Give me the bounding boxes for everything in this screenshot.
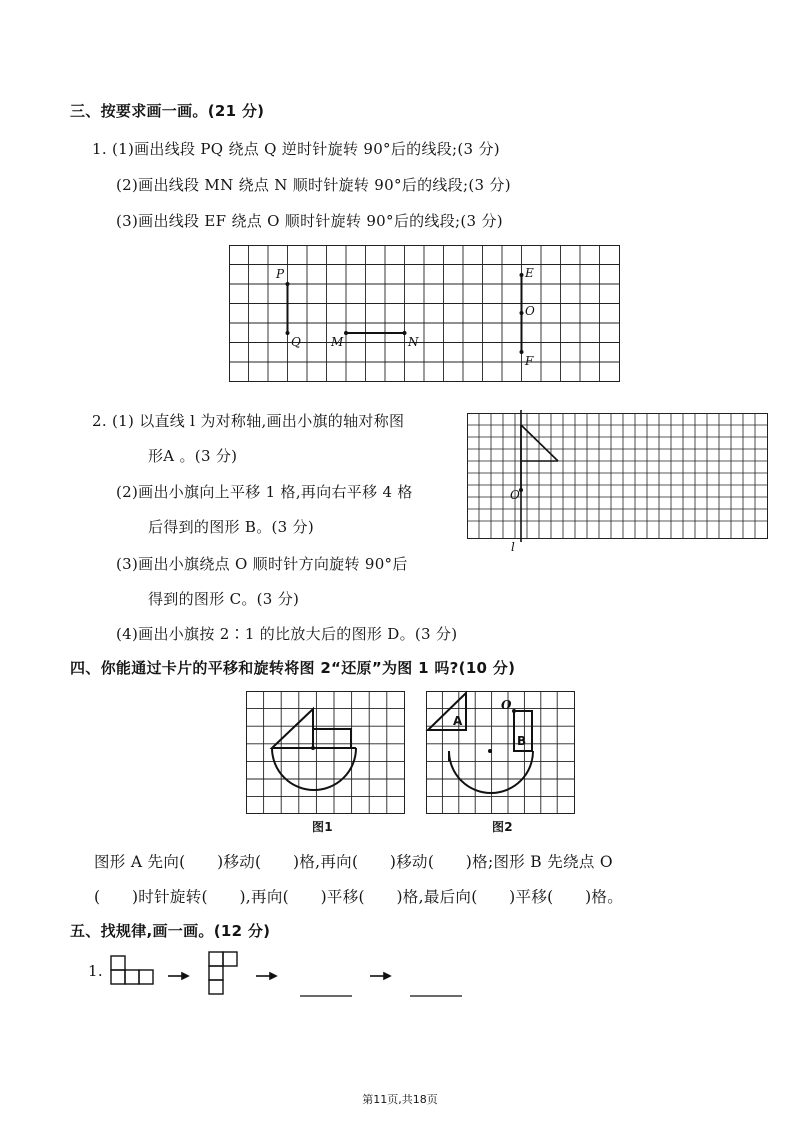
section4-title: 四、你能通过卡片的平移和旋转将图 2“还原”为图 1 吗?(10 分): [70, 659, 516, 677]
section5-title: 五、找规律,画一画。(12 分): [70, 922, 271, 940]
section3-title: 三、按要求画一画。(21 分): [70, 102, 265, 120]
fig2-caption: 图2: [492, 820, 513, 834]
pattern-sequence: [106, 948, 486, 1003]
page-footer: 第11页,共18页: [362, 1093, 438, 1106]
label-o3: O: [501, 698, 512, 712]
flag-edge: [521, 425, 558, 461]
grid-2: [467, 410, 777, 560]
label-l: l: [511, 540, 515, 554]
q2-part1-b: 形A 。(3 分): [148, 447, 238, 465]
q2-part3-a: (3)画出小旗绕点 O 顺时针方向旋转 90°后: [116, 555, 408, 573]
label-q: Q: [291, 335, 301, 349]
label-n: N: [408, 335, 419, 349]
fig1-caption: 图1: [312, 820, 333, 834]
label-m: M: [331, 335, 344, 349]
q2-part4: (4)画出小旗按 2∶1 的比放大后的图形 D。(3 分): [116, 625, 458, 643]
q1-part3: (3)画出线段 EF 绕点 O 顺时针旋转 90°后的线段;(3 分): [116, 212, 503, 230]
q2-part2-a: (2)画出小旗向上平移 1 格,再向右平移 4 格: [116, 483, 413, 501]
grid-1: [229, 245, 621, 383]
label-b: B: [517, 734, 527, 748]
q2-part1-a: 2. (1) 以直线 l 为对称轴,画出小旗的轴对称图: [92, 412, 405, 430]
label-e: E: [525, 266, 534, 280]
label-o: O: [525, 304, 535, 318]
answer-line-1: 图形 A 先向( )移动( )格,再向( )移动( )格;图形 B 先绕点 O: [94, 853, 613, 871]
answer-line-2: ( )时针旋转( ),再向( )平移( )格,最后向( )平移( )格。: [94, 888, 624, 906]
figure-1: [246, 691, 406, 816]
label-f: F: [525, 354, 534, 368]
label-o2: O: [510, 488, 520, 502]
section5-q1-label: 1.: [88, 962, 103, 980]
figure-2: [426, 691, 586, 816]
label-p: P: [276, 267, 285, 281]
label-a: A: [453, 714, 463, 728]
q1-part2: (2)画出线段 MN 绕点 N 顺时针旋转 90°后的线段;(3 分): [116, 176, 511, 194]
q2-part3-b: 得到的图形 C。(3 分): [148, 590, 300, 608]
q2-part2-b: 后得到的图形 B。(3 分): [148, 518, 315, 536]
q1-part1: 1. (1)画出线段 PQ 绕点 Q 逆时针旋转 90°后的线段;(3 分): [92, 140, 500, 158]
